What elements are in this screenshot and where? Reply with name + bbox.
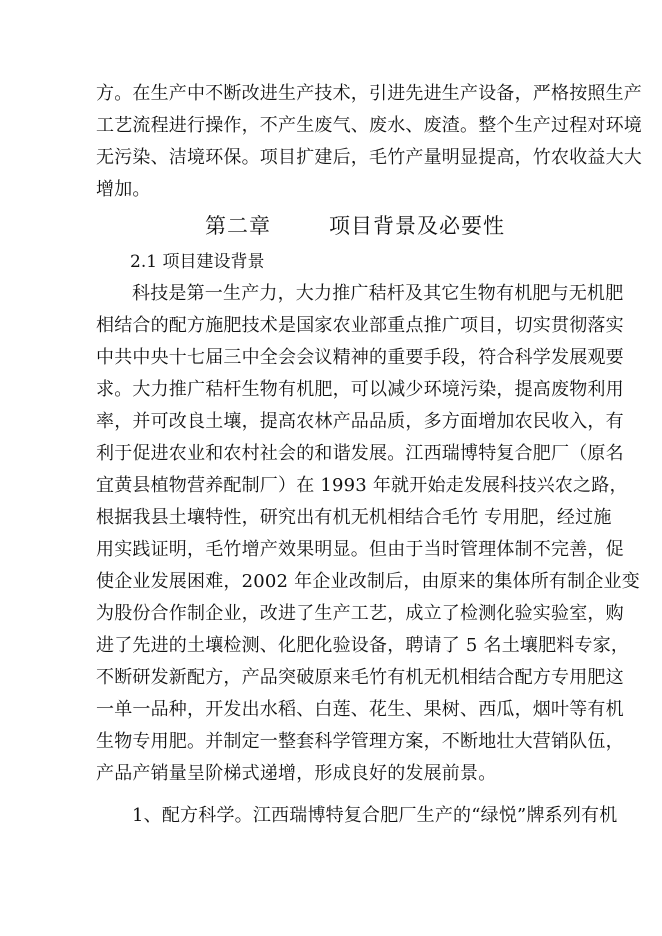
text-line: 求。大力推广秸杆生物有机肥，可以减少环境污染，提高废物利用 (96, 379, 624, 400)
text-line: 增加。 (96, 179, 151, 200)
text-line: 产品产销量呈阶梯式递增，形成良好的发展前景。 (96, 763, 497, 784)
chapter-number: 第二章 (205, 214, 271, 238)
final-paragraph (96, 800, 618, 832)
text-line: 方。在生产中不断改进生产技术，引进先进生产设备，严格按照生产 (96, 83, 642, 104)
text-line: 相结合的配方施肥技术是国家农业部重点推广项目，切实贯彻落实 (96, 315, 624, 336)
text-line: 科技是第一生产力，大力推广秸杆及其它生物有机肥与无机肥 (132, 283, 624, 304)
text-line: 不断研发新配方，产品突破原来毛竹有机无机相结合配方专用肥这 (96, 667, 624, 688)
text-line: 生物专用肥。并制定一整套科学管理方案，不断地壮大营销队伍， (96, 731, 624, 752)
document-page (96, 78, 642, 832)
text-line: 工艺流程进行操作，不产生废气、废水、废渣。整个生产过程对环境 (96, 115, 642, 136)
section-heading: 2.1 项目建设背景 (130, 252, 265, 272)
text-line: 根据我县土壤特性，研究出有机无机相结合毛竹 专用肥，经过施 (96, 507, 612, 528)
intro-paragraph (96, 78, 642, 206)
text-line: 宜黄县植物营养配制厂）在 1993 年就开始走发展科技兴农之路， (96, 475, 628, 496)
chapter-title: 项目背景及必要性 (329, 214, 505, 238)
text-line: 利于促进农业和农村社会的和谐发展。江西瑞博特复合肥厂（原名 (96, 443, 624, 464)
text-line: 1、配方科学。江西瑞博特复合肥厂生产的“绿悦”牌系列有机 (132, 805, 618, 826)
text-line: 为股份合作制企业，改进了生产工艺，成立了检测化验实验室，购 (96, 603, 624, 624)
text-line: 无污染、洁境环保。项目扩建后，毛竹产量明显提高，竹农收益大大 (96, 147, 642, 168)
chapter-heading (96, 206, 582, 246)
text-line: 中共中央十七届三中全会会议精神的重要手段，符合科学发展观要 (96, 347, 624, 368)
text-line: 用实践证明，毛竹增产效果明显。但由于当时管理体制不完善，促 (96, 539, 624, 560)
text-line: 使企业发展困难，2002 年企业改制后，由原来的集体所有制企业变 (96, 571, 640, 592)
text-line: 进了先进的土壤检测、化肥化验设备，聘请了 5 名土壤肥料专家， (96, 635, 630, 656)
text-line: 一单一品种，开发出水稻、白莲、花生、果树、西瓜，烟叶等有机 (96, 699, 624, 720)
body-paragraph (96, 278, 640, 790)
text-line: 率，并可改良土壤，提高农林产品品质，多方面增加农民收入，有 (96, 411, 624, 432)
